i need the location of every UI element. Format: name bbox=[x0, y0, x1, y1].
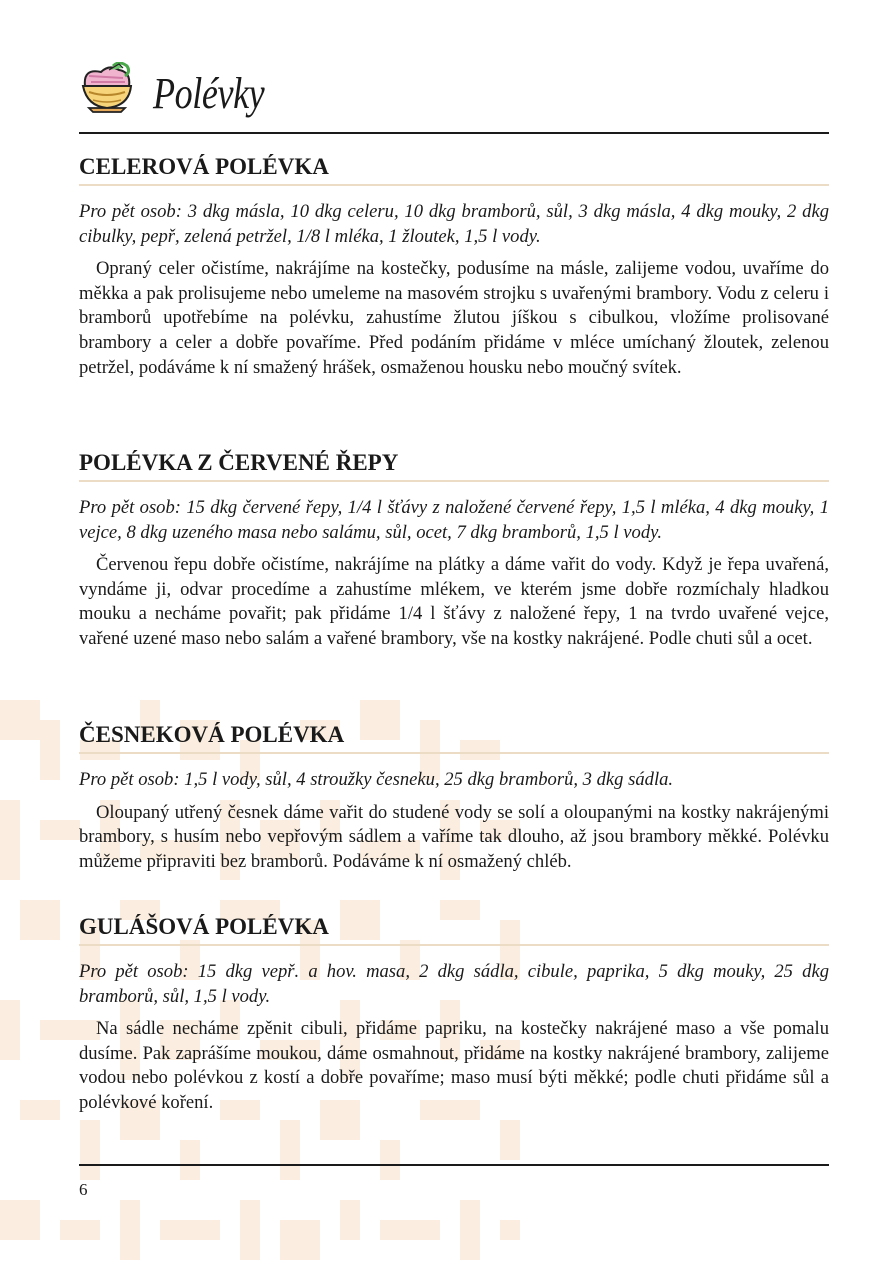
recipe-section bbox=[79, 152, 829, 380]
recipe-instructions: Červenou řepu dobře očistíme, nakrájíme na plátky a dáme vařit do vody. Když je řepa uvařená, vyndáme ji, odvar procedíme a zahustíme mlékem, ve kterém jsme dobře rozmíchaly hladkou mouku a necháme povařit; pak přidáme 1/4 l šťávy z naložené řepy, 1 na tvrdo uvařené vejce, vařené uzené maso nebo salám a vařené brambory, vše na kostky nakrájené. Podle chuti sůl a ocet. bbox=[79, 554, 829, 649]
chapter-title: Polévky bbox=[153, 69, 265, 118]
recipe-title: GULÁŠOVÁ POLÉVKA bbox=[79, 912, 829, 946]
recipe-title: ČESNEKOVÁ POLÉVKA bbox=[79, 720, 829, 754]
recipe-title: CELEROVÁ POLÉVKA bbox=[79, 152, 829, 186]
recipe-instructions: Na sádle necháme zpěnit cibuli, přidáme papriku, na kostečky nakrájené maso a vše pomalu dusíme. Pak zaprášíme moukou, dáme osmahnout, přidáme na kostky nakrájené brambory, zalijeme vodou nebo polévkou z kostí a dobře povaříme; maso musí býti měkké; podle chuti přidáme sůl a polévkové koření. bbox=[79, 1018, 829, 1113]
recipe-instructions: Opraný celer očistíme, nakrájíme na kostečky, podusíme na másle, zalijeme vodou, uvaříme do měkka a pak prolisujeme nebo umeleme na masovém strojku s uvařenými brambory. Vodu z celeru i bramborů upotřebíme na polévku, zahustíme žlutou jíškou s cibulkou, vložíme prolisované brambory a celer a dobře povaříme. Před podáním přidáme v mléce umíchaný žloutek, zelenou petržel, podáváme k ní smažený hrášek, osmaženou housku nebo moučný svítek. bbox=[79, 258, 829, 378]
cookbook-page bbox=[79, 0, 829, 1261]
recipe-instructions: Oloupaný utřený česnek dáme vařit do studené vody se solí a oloupanými na kostky nakrájenými brambory, s husím nebo vepřovým sádlem a vaříme tak dlouho, až jsou brambory měkké. Polévku můžeme připraviti bez bramborů. Podáváme k ní osmažený chléb. bbox=[79, 801, 829, 872]
recipe-ingredients: Pro pět osob: 15 dkg vepř. a hov. masa, 2 dkg sádla, cibule, paprika, 5 dkg mouky, 25 dkg bramborů, sůl, 1,5 l vody. bbox=[79, 961, 829, 1007]
recipe-ingredients: Pro pět osob: 15 dkg červené řepy, 1/4 l šťávy z naložené červené řepy, 1,5 l mléka, 4 dkg mouky, 1 vejce, 8 dkg uzeného masa nebo salámu, sůl, ocet, 7 dkg bramborů, 1,5 l vody. bbox=[79, 497, 829, 543]
page-footer bbox=[79, 1164, 829, 1199]
recipe-ingredients: Pro pět osob: 1,5 l vody, sůl, 4 stroužky česneku, 25 dkg bramborů, 3 dkg sádla. bbox=[79, 769, 674, 790]
recipe-ingredients: Pro pět osob: 3 dkg másla, 10 dkg celeru, 10 dkg bramborů, sůl, 3 dkg másla, 4 dkg mouky, 2 dkg cibulky, pepř, zelená petržel, 1/8 l mléka, 1 žloutek, 1,5 l vody. bbox=[79, 201, 829, 247]
chapter-header bbox=[79, 60, 829, 134]
recipe-section bbox=[79, 448, 829, 652]
recipe-title: POLÉVKA Z ČERVENÉ ŘEPY bbox=[79, 448, 829, 482]
soup-bowl-icon bbox=[79, 62, 135, 114]
recipe-section bbox=[79, 912, 829, 1116]
recipe-section bbox=[79, 720, 829, 874]
page-number: 6 bbox=[79, 1180, 88, 1199]
